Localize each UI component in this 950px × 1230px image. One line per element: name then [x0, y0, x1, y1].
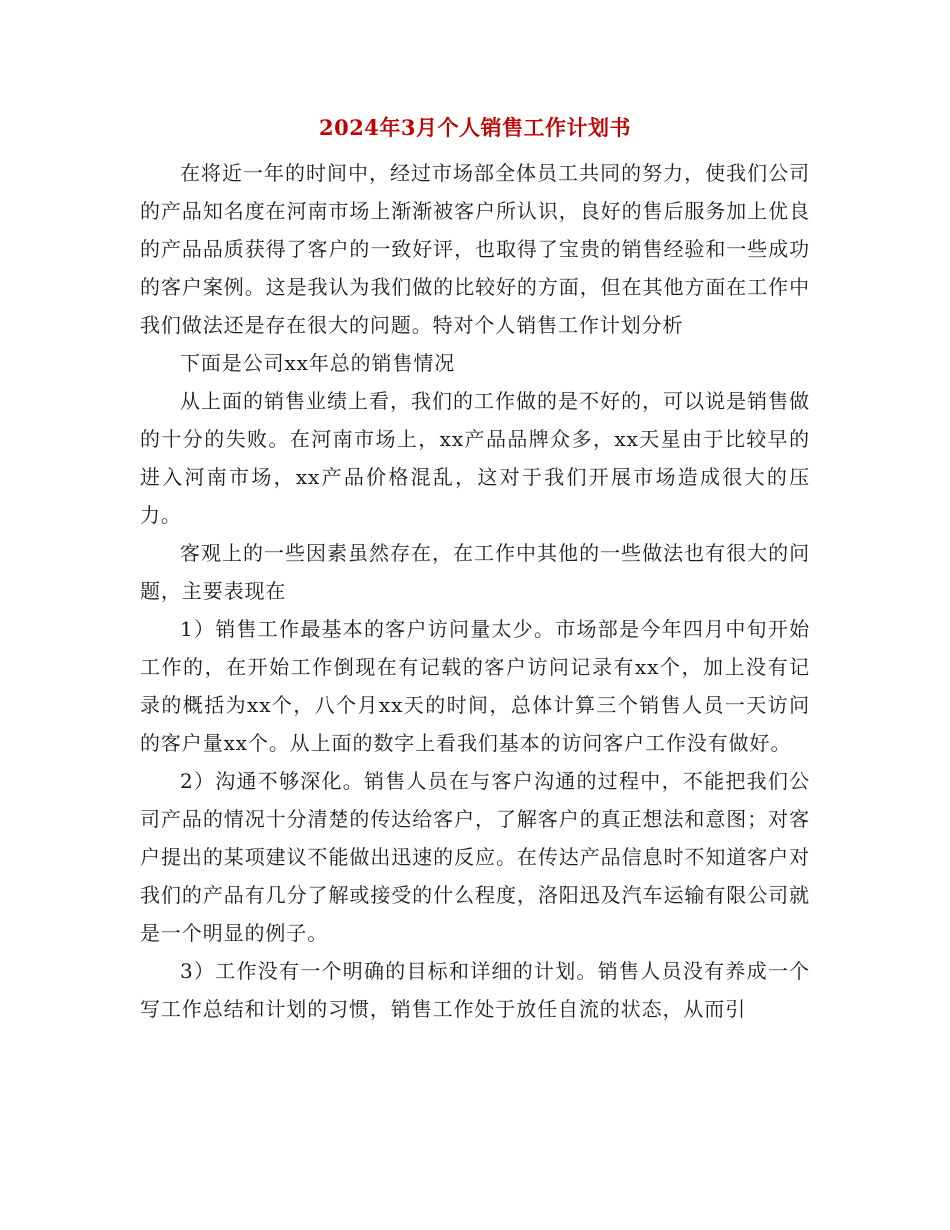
paragraph-problems-intro: 客观上的一些因素虽然存在，在工作中其他的一些做法也有很大的问题，主要表现在	[140, 541, 810, 603]
paragraph-performance: 从上面的销售业绩上看，我们的工作做的是不好的，可以说是销售做的十分的失败。在河南市场上，xx产品品牌众多，xx天星由于比较早的进入河南市场，xx产品价格混乱，这对于我们开展市场造成很大的压力。	[140, 389, 810, 527]
paragraph-intro: 在将近一年的时间中，经过市场部全体员工共同的努力，使我们公司的产品知名度在河南市场上渐渐被客户所认识，良好的售后服务加上优良的产品品质获得了客户的一致好评，也取得了宝贵的销售经验和一些成功的客户案例。这是我认为我们做的比较好的方面，但在其他方面在工作中我们做法还是存在很大的问题。特对个人销售工作计划分析	[140, 161, 810, 337]
paragraph-sales-situation: 下面是公司xx年总的销售情况	[180, 351, 456, 375]
paragraph-problem-2: 2）沟通不够深化。销售人员在与客户沟通的过程中，不能把我们公司产品的情况十分清楚的传达给客户，了解客户的真正想法和意图；对客户提出的某项建议不能做出迅速的反应。在传达产品信息时不知道客户对我们的产品有几分了解或接受的什么程度，洛阳迅及汽车运输有限公司就是一个明显的例子。	[140, 769, 810, 945]
paragraph-problem-3: 3）工作没有一个明确的目标和详细的计划。销售人员没有养成一个写工作总结和计划的习惯，销售工作处于放任自流的状态，从而引	[140, 959, 810, 1021]
paragraph-problem-1: 1）销售工作最基本的客户访问量太少。市场部是今年四月中旬开始工作的，在开始工作倒现在有记载的客户访问记录有xx个，加上没有记录的概括为xx个，八个月xx天的时间，总体计算三个销售人员一天访问的客户量xx个。从上面的数字上看我们基本的访问客户工作没有做好。	[140, 617, 810, 755]
document-title: 2024年3月个人销售工作计划书	[318, 115, 632, 140]
document-body	[140, 154, 810, 1028]
